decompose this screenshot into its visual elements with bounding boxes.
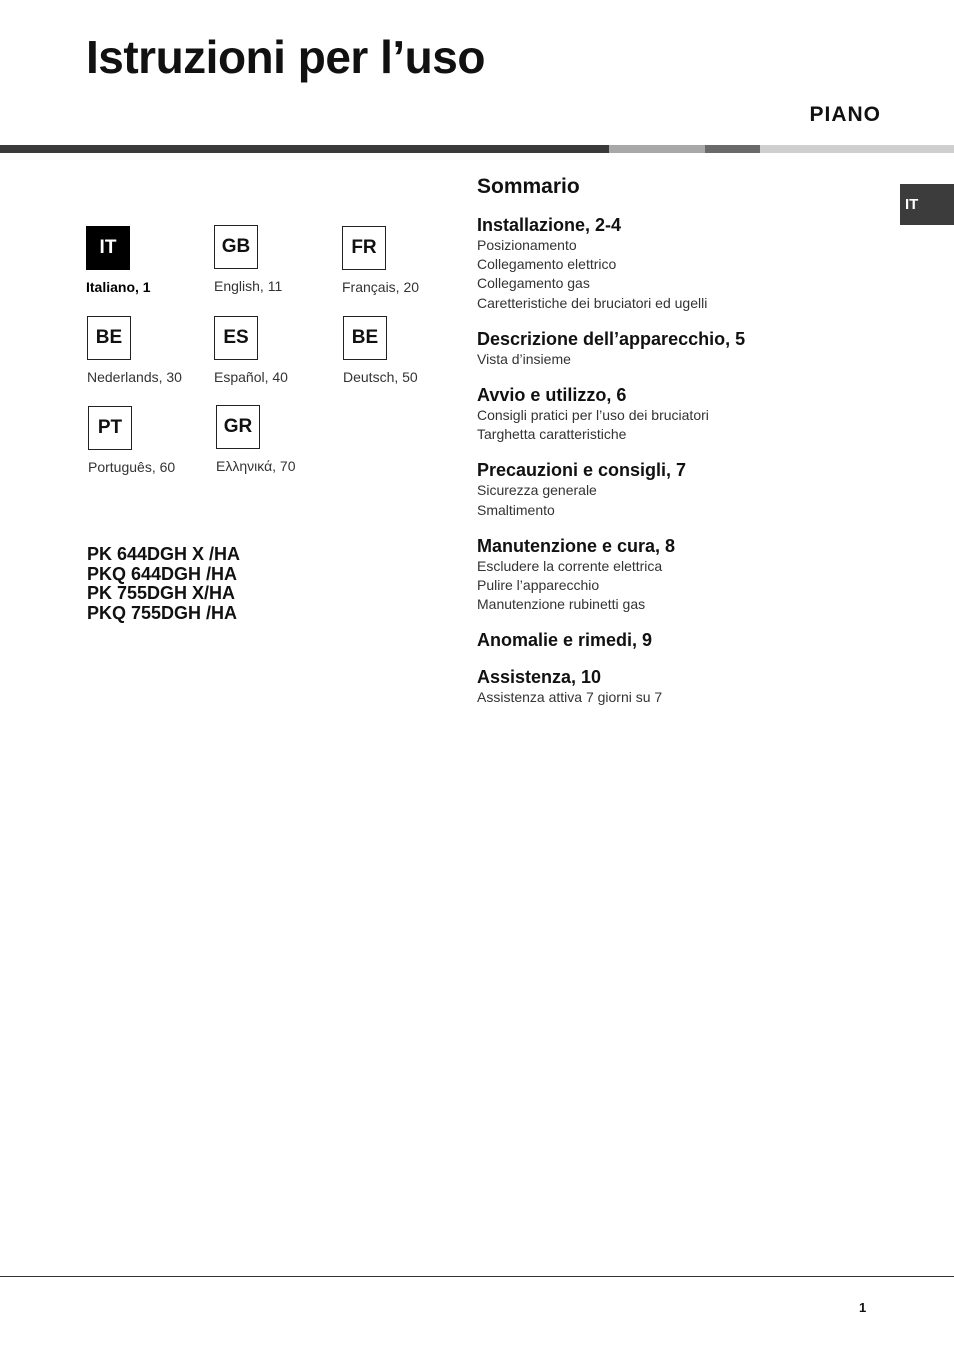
language-code-badge: IT — [86, 226, 130, 270]
language-label: Español, 40 — [214, 369, 288, 385]
toc-subitem[interactable]: Targhetta caratteristiche — [477, 426, 627, 443]
model-list — [87, 545, 240, 623]
table-of-contents — [477, 175, 897, 724]
header-bar-segment — [0, 145, 609, 153]
toc-subitem[interactable]: Smaltimento — [477, 501, 555, 518]
language-item-fr[interactable] — [342, 226, 419, 295]
document-title: Istruzioni per l’uso — [86, 31, 485, 83]
footer-divider — [0, 1276, 954, 1277]
language-code-badge: BE — [87, 316, 131, 360]
language-item-es[interactable] — [214, 316, 288, 385]
toc-section-title[interactable]: Installazione, 2-4 — [477, 215, 622, 235]
toc-section — [477, 460, 897, 519]
language-label: Italiano, 1 — [86, 279, 151, 295]
header-bar-segment — [760, 145, 954, 153]
toc-subitem[interactable]: Collegamento gas — [477, 275, 590, 292]
toc-subitem[interactable]: Collegamento elettrico — [477, 256, 617, 273]
toc-subitem[interactable]: Caretteristiche dei bruciatori ed ugelli — [477, 294, 708, 311]
language-code-badge: BE — [343, 316, 387, 360]
toc-section-title[interactable]: Assistenza, 10 — [477, 667, 602, 688]
toc-subitem[interactable]: Consigli pratici per l’uso dei bruciatori — [477, 407, 709, 424]
model-name: PK 755DGH X/HA — [87, 583, 236, 603]
language-code-badge: PT — [88, 406, 132, 450]
toc-section — [477, 630, 897, 651]
toc-subitem[interactable]: Escludere la corrente elettrica — [477, 557, 663, 574]
toc-subitem[interactable]: Manutenzione rubinetti gas — [477, 596, 646, 613]
toc-heading: Sommario — [477, 175, 580, 198]
toc-section-title[interactable]: Avvio e utilizzo, 6 — [477, 385, 627, 406]
language-label: Nederlands, 30 — [87, 369, 182, 385]
toc-subitem[interactable]: Assistenza attiva 7 giorni su 7 — [477, 689, 663, 706]
language-code-badge: FR — [342, 226, 386, 270]
language-item-nl[interactable] — [87, 316, 182, 385]
toc-subitem[interactable]: Vista d’insieme — [477, 350, 571, 367]
toc-section — [477, 329, 897, 369]
toc-section — [477, 215, 897, 313]
toc-section-title[interactable]: Precauzioni e consigli, 7 — [477, 460, 687, 481]
language-code-badge: GB — [214, 225, 258, 269]
toc-section-title[interactable]: Anomalie e rimedi, 9 — [477, 630, 653, 651]
language-label: Deutsch, 50 — [343, 369, 418, 385]
toc-section-title[interactable]: Manutenzione e cura, 8 — [477, 535, 676, 556]
language-label: Ελληνικά, 70 — [216, 458, 296, 474]
model-name: PK 644DGH X /HA — [87, 544, 241, 564]
language-item-de[interactable] — [343, 316, 418, 385]
language-code-badge: GR — [216, 405, 260, 449]
toc-subitem[interactable]: Posizionamento — [477, 237, 577, 253]
language-label: English, 11 — [214, 278, 283, 294]
language-item-it[interactable] — [86, 226, 151, 295]
toc-section-title[interactable]: Descrizione dell’apparecchio, 5 — [477, 328, 746, 349]
language-item-gb[interactable] — [214, 225, 282, 294]
toc-subitem[interactable]: Sicurezza generale — [477, 482, 597, 499]
toc-subitem[interactable]: Pulire l’apparecchio — [477, 577, 600, 594]
header-bar-segment — [609, 145, 705, 153]
toc-section — [477, 536, 897, 615]
language-code-badge: ES — [214, 316, 258, 360]
language-item-pt[interactable] — [88, 406, 175, 475]
model-name: PKQ 644DGH /HA — [87, 563, 238, 584]
language-label: Français, 20 — [342, 279, 420, 295]
toc-section — [477, 385, 897, 444]
language-label: Português, 60 — [88, 459, 176, 475]
language-item-gr[interactable] — [216, 405, 296, 474]
toc-section — [477, 667, 897, 707]
page-number: 1 — [859, 1300, 867, 1315]
product-type: PIANO — [809, 103, 881, 126]
language-side-tab: IT — [900, 184, 954, 225]
header-bar-segment — [705, 145, 760, 153]
model-name: PKQ 755DGH /HA — [87, 602, 238, 623]
